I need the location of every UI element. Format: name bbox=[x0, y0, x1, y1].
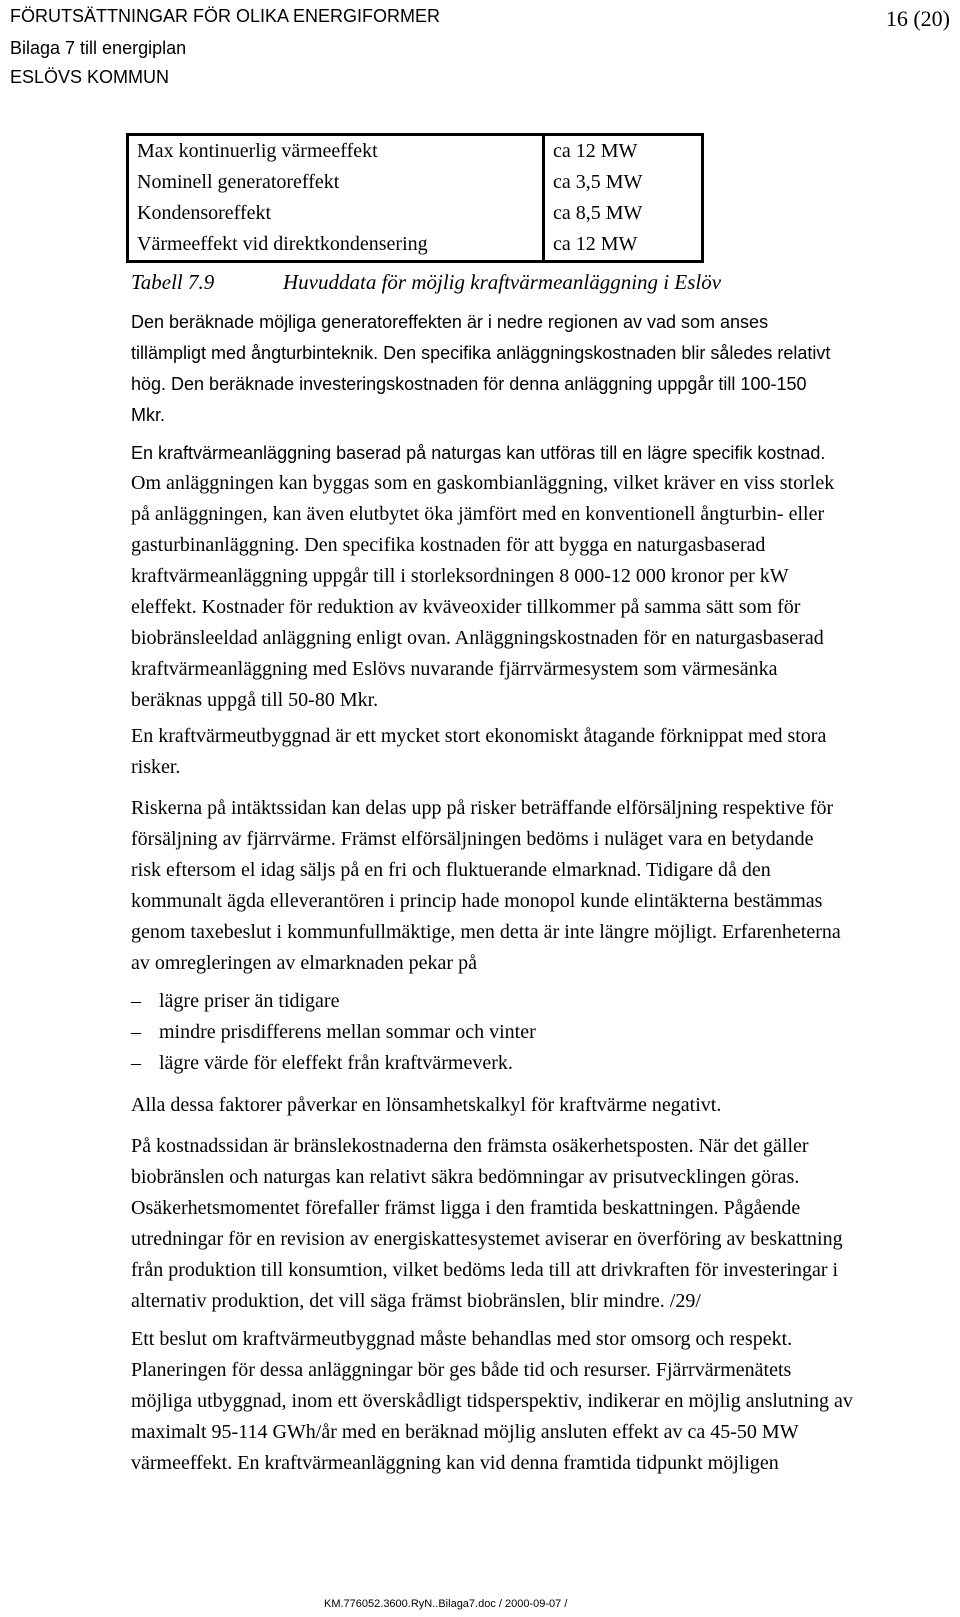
header-org: ESLÖVS KOMMUN bbox=[10, 67, 170, 87]
paragraph-3 bbox=[131, 721, 960, 783]
text-line: av omregleringen av elmarknaden pekar på bbox=[131, 952, 477, 974]
table-cell-label: Värmeeffekt vid direktkondensering bbox=[137, 233, 428, 255]
text-line: biobränslen och naturgas kan relativt säkra bedömningar av prisutvecklingen göras. bbox=[131, 1166, 800, 1188]
paragraph-1 bbox=[131, 307, 960, 431]
table-row bbox=[128, 135, 703, 168]
text-line: En kraftvärmeanläggning baserad på naturgas kan utföras till en lägre specifik kostnad. bbox=[131, 443, 826, 463]
paragraph-4 bbox=[131, 793, 960, 979]
text-line: genom taxebeslut i kommunfullmäktige, men detta är inte längre möjligt. Erfarenheterna bbox=[131, 921, 841, 943]
text-line: utredningar för en revision av energiskattesystemet aviserar en överföring av beskattning bbox=[131, 1228, 843, 1250]
text-line: kommunalt ägda elleverantören i princip hade monopol kunde elintäkterna bestämmas bbox=[131, 890, 823, 912]
paragraph-7 bbox=[131, 1324, 960, 1479]
text-line: på anläggningen, kan även elutbytet öka jämfört med en konventionell ångturbin- eller bbox=[131, 503, 825, 525]
paragraph-6 bbox=[131, 1131, 960, 1317]
text-line: Alla dessa faktorer påverkar en lönsamhetskalkyl för kraftvärme negativt. bbox=[131, 1094, 722, 1116]
table-cell-label: Max kontinuerlig värmeeffekt bbox=[137, 140, 378, 162]
header-subtitle: Bilaga 7 till energiplan bbox=[10, 38, 187, 58]
text-line: Planeringen för dessa anläggningar bör ges både tid och resurser. Fjärrvärmenätets bbox=[131, 1359, 792, 1381]
table-row bbox=[128, 198, 703, 229]
list-item: – mindre prisdifferens mellan sommar och vinter bbox=[131, 1017, 960, 1048]
text-line: möjliga utbyggnad, inom ett överskådligt tidsperspektiv, indikerar en möjlig anslutning av bbox=[131, 1390, 853, 1412]
table-cell-value: ca 8,5 MW bbox=[544, 198, 703, 229]
text-line: värmeeffekt. En kraftvärmeanläggning kan vid denna framtida tidpunkt möjligen bbox=[131, 1452, 779, 1474]
text-line: Mkr. bbox=[131, 405, 165, 425]
text-line: risk eftersom el idag säljs på en fri och fluktuerande elmarknad. Tidigare då den bbox=[131, 859, 771, 881]
table-cell-value: ca 3,5 MW bbox=[544, 167, 703, 198]
header-title: FÖRUTSÄTTNINGAR FÖR OLIKA ENERGIFORMER bbox=[10, 6, 441, 26]
bullet-list bbox=[131, 986, 960, 1079]
table-row bbox=[128, 167, 703, 198]
text-line: gasturbinanläggning. Den specifika kostnaden för att bygga en naturgasbaserad bbox=[131, 534, 766, 556]
table-cell-value: ca 12 MW bbox=[544, 229, 703, 262]
page-footer: KM.776052.3600.RyN..Bilaga7.doc / 2000-09-07 / bbox=[324, 1598, 568, 1610]
list-item: – lägre priser än tidigare bbox=[131, 986, 960, 1017]
text-line: eleffekt. Kostnader för reduktion av kväveoxider tillkommer på samma sätt som för bbox=[131, 596, 801, 618]
dash-icon: – bbox=[131, 1052, 141, 1074]
text-line: hög. Den beräknade investeringskostnaden för denna anläggning uppgår till 100-150 bbox=[131, 374, 807, 394]
text-line: beräknas uppgå till 50-80 Mkr. bbox=[131, 689, 379, 711]
table-row bbox=[128, 229, 703, 262]
text-line: Ett beslut om kraftvärmeutbyggnad måste behandlas med stor omsorg och respekt. bbox=[131, 1328, 793, 1350]
text-line: Osäkerhetsmomentet förefaller främst ligga i den framtida beskattningen. Pågående bbox=[131, 1197, 801, 1219]
table-caption bbox=[131, 270, 722, 295]
table-cell-label: Kondensoreffekt bbox=[137, 202, 272, 224]
text-line: risker. bbox=[131, 756, 181, 778]
text-line: Om anläggningen kan byggas som en gaskombianläggning, vilket kräver en viss storlek bbox=[131, 472, 835, 494]
caption-text: Huvuddata för möjlig kraftvärmeanläggning i Eslöv bbox=[283, 270, 722, 294]
caption-label: Tabell 7.9 bbox=[131, 270, 215, 294]
paragraph-2-cont bbox=[131, 468, 960, 716]
table-cell-value: ca 12 MW bbox=[544, 135, 703, 168]
text-line: biobränsleeldad anläggning enligt ovan. Anläggningskostnaden för en naturgasbaserad bbox=[131, 627, 824, 649]
paragraph-2 bbox=[131, 438, 960, 469]
text-line: kraftvärmeanläggning uppgår till i storleksordningen 8 000-12 000 kronor per kW bbox=[131, 565, 789, 587]
text-line: tillämpligt med ångturbinteknik. Den specifika anläggningskostnaden blir således relativt bbox=[131, 343, 831, 363]
text-line: kraftvärmeanläggning med Eslövs nuvarande fjärrvärmesystem som värmesänka bbox=[131, 658, 778, 680]
text-line: försäljning av fjärrvärme. Främst elförsäljningen bedöms i nuläget vara en betydande bbox=[131, 828, 814, 850]
page-number: 16 (20) bbox=[885, 6, 950, 31]
dash-icon: – bbox=[131, 1021, 141, 1043]
text-line: från produktion till konsumtion, vilket bedöms leda till att drivkraften för investeringar i bbox=[131, 1259, 839, 1281]
text-line: På kostnadssidan är bränslekostnaderna den främsta osäkerhetsposten. När det gäller bbox=[131, 1135, 809, 1157]
text-line: maximalt 95-114 GWh/år med en beräknad möjlig ansluten effekt av ca 45-50 MW bbox=[131, 1421, 799, 1443]
text-line: En kraftvärmeutbyggnad är ett mycket stort ekonomiskt åtagande förknippat med stora bbox=[131, 725, 827, 747]
table-cell-label: Nominell generatoreffekt bbox=[137, 171, 340, 193]
data-table bbox=[126, 133, 704, 263]
list-item: – lägre värde för eleffekt från kraftvärmeverk. bbox=[131, 1048, 960, 1079]
text-line: Den beräknade möjliga generatoreffekten är i nedre regionen av vad som anses bbox=[131, 312, 769, 332]
paragraph-5 bbox=[131, 1090, 960, 1121]
text-line: alternativ produktion, det vill säga främst biobränslen, blir mindre. /29/ bbox=[131, 1290, 701, 1312]
dash-icon: – bbox=[131, 990, 141, 1012]
text-line: Riskerna på intäktssidan kan delas upp på risker beträffande elförsäljning respektive för bbox=[131, 797, 834, 819]
